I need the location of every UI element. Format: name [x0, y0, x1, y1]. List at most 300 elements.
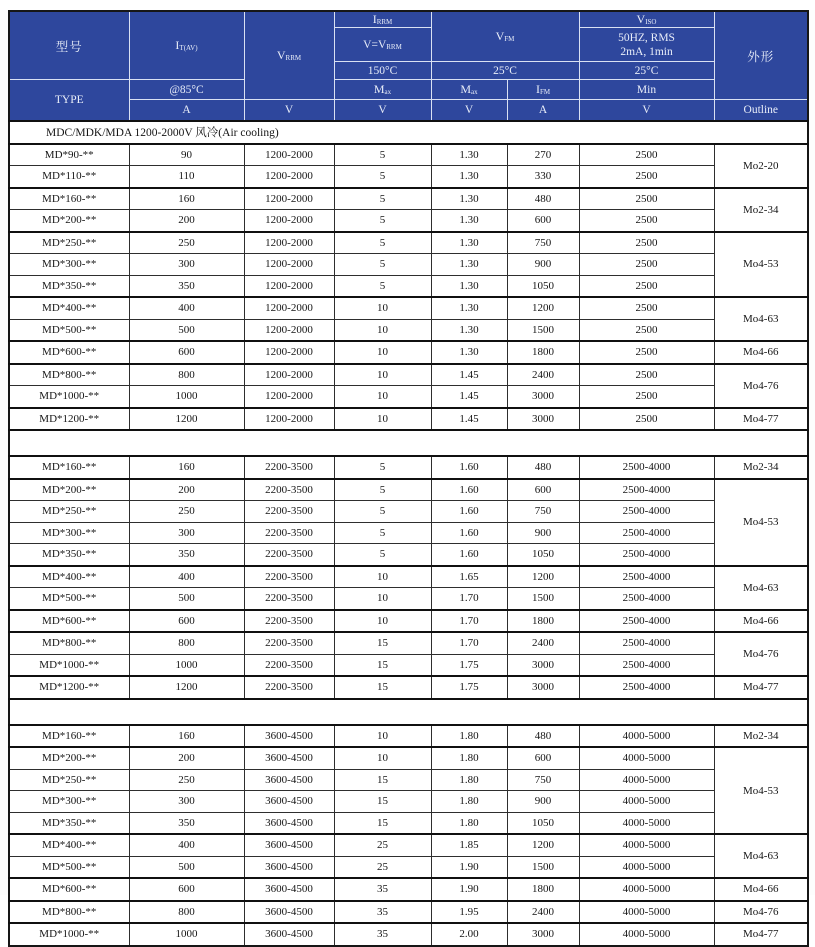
cell-irrm: 5: [334, 456, 431, 479]
cell-irrm: 5: [334, 188, 431, 210]
cell-outline: Mo4-76: [714, 901, 808, 924]
cell-itav: 600: [129, 878, 244, 901]
cell-itav: 500: [129, 319, 244, 341]
cell-viso: 2500-4000: [579, 654, 714, 676]
cell-type: MD*300-**: [9, 254, 129, 276]
cell-vfm: 1.45: [431, 408, 507, 431]
cell-vfm: 1.60: [431, 456, 507, 479]
cell-viso: 2500: [579, 386, 714, 408]
datasheet-page: [0, 10, 815, 941]
cell-vfm: 1.65: [431, 566, 507, 588]
cell-itav: 110: [129, 166, 244, 188]
cell-viso: 4000-5000: [579, 878, 714, 901]
cell-itav: 1000: [129, 923, 244, 946]
cell-vfm: 1.85: [431, 834, 507, 856]
cell-type: MD*400-**: [9, 566, 129, 588]
cell-itav: 400: [129, 834, 244, 856]
table-row: [9, 769, 808, 791]
cell-type: MD*500-**: [9, 588, 129, 610]
cell-vfm: 1.60: [431, 501, 507, 523]
cell-ifm: 270: [507, 144, 579, 166]
cell-viso: 2500: [579, 319, 714, 341]
cell-outline: Mo4-53: [714, 232, 808, 298]
table-row: [9, 747, 808, 769]
cell-type: MD*250-**: [9, 501, 129, 523]
header-model-en: TYPE: [9, 80, 129, 121]
cell-vfm: 1.45: [431, 386, 507, 408]
table-header: [9, 11, 808, 121]
cell-type: MD*800-**: [9, 901, 129, 924]
irrm-stat-base: M: [373, 82, 385, 96]
vfm-stat-base: M: [460, 82, 472, 96]
cell-type: MD*250-**: [9, 232, 129, 254]
cell-type: MD*400-**: [9, 834, 129, 856]
cell-itav: 600: [129, 341, 244, 364]
cell-ifm: 750: [507, 232, 579, 254]
cell-vrrm: 1200-2000: [244, 188, 334, 210]
cell-vrrm: 3600-4500: [244, 834, 334, 856]
header-irrm-temp: 150°C: [334, 62, 431, 80]
cell-vfm: 1.80: [431, 791, 507, 813]
cell-itav: 160: [129, 725, 244, 748]
cell-irrm: 10: [334, 588, 431, 610]
cell-vfm: 1.75: [431, 676, 507, 699]
viso-condition-line2: 2mA, 1min: [620, 45, 673, 58]
cell-vrrm: 2200-3500: [244, 676, 334, 699]
cell-ifm: 1800: [507, 878, 579, 901]
header-irrm-stat: [334, 80, 431, 100]
header-irrm-condition: [334, 28, 431, 62]
cell-viso: 4000-5000: [579, 901, 714, 924]
cell-irrm: 10: [334, 386, 431, 408]
cell-itav: 160: [129, 456, 244, 479]
cell-vfm: 1.70: [431, 632, 507, 654]
cell-ifm: 1050: [507, 544, 579, 566]
cell-type: MD*350-**: [9, 812, 129, 834]
cell-irrm: 5: [334, 144, 431, 166]
cell-irrm: 10: [334, 610, 431, 633]
cell-irrm: 5: [334, 232, 431, 254]
cell-vrrm: 3600-4500: [244, 769, 334, 791]
cell-itav: 400: [129, 297, 244, 319]
cell-irrm: 10: [334, 747, 431, 769]
cell-outline: Mo2-34: [714, 725, 808, 748]
cell-type: MD*600-**: [9, 341, 129, 364]
cell-irrm: 10: [334, 297, 431, 319]
cell-type: MD*200-**: [9, 747, 129, 769]
cell-outline: Mo4-77: [714, 676, 808, 699]
table-row: [9, 856, 808, 878]
table-row: [9, 297, 808, 319]
cell-ifm: 3000: [507, 654, 579, 676]
cell-ifm: 330: [507, 166, 579, 188]
table-row: [9, 632, 808, 654]
spec-table-body: [9, 121, 808, 946]
cell-viso: 2500: [579, 341, 714, 364]
cell-type: MD*350-**: [9, 275, 129, 297]
cell-ifm: 3000: [507, 408, 579, 431]
header-irrm-unit: V: [334, 100, 431, 121]
viso-symbol: V: [636, 12, 646, 26]
header-ifm: [507, 80, 579, 100]
cell-ifm: 3000: [507, 386, 579, 408]
cell-vrrm: 2200-3500: [244, 456, 334, 479]
cell-ifm: 1200: [507, 566, 579, 588]
cell-vrrm: 3600-4500: [244, 856, 334, 878]
cell-vfm: 1.75: [431, 654, 507, 676]
cell-ifm: 3000: [507, 923, 579, 946]
cell-irrm: 10: [334, 408, 431, 431]
cell-ifm: 750: [507, 501, 579, 523]
cell-itav: 1200: [129, 676, 244, 699]
header-itav: [129, 11, 244, 80]
table-row: [9, 479, 808, 501]
table-row: [9, 386, 808, 408]
cell-viso: 2500: [579, 210, 714, 232]
cell-outline: Mo4-63: [714, 834, 808, 878]
cell-type: MD*110-**: [9, 166, 129, 188]
ifm-symbol: I: [535, 82, 540, 96]
cell-itav: 200: [129, 210, 244, 232]
cell-vrrm: 3600-4500: [244, 878, 334, 901]
cell-type: MD*1000-**: [9, 654, 129, 676]
cell-irrm: 5: [334, 479, 431, 501]
cell-vrrm: 2200-3500: [244, 522, 334, 544]
table-row: [9, 544, 808, 566]
cell-vrrm: 3600-4500: [244, 725, 334, 748]
header-vfm-unit: V: [431, 100, 507, 121]
cell-viso: 4000-5000: [579, 856, 714, 878]
irrm-stat-subscript: ax: [384, 88, 392, 96]
cell-viso: 2500-4000: [579, 632, 714, 654]
table-row: [9, 654, 808, 676]
cell-viso: 2500-4000: [579, 479, 714, 501]
cell-ifm: 480: [507, 725, 579, 748]
header-viso-unit: V: [579, 100, 714, 121]
cell-vrrm: 2200-3500: [244, 479, 334, 501]
cell-itav: 350: [129, 544, 244, 566]
cell-itav: 600: [129, 610, 244, 633]
cell-ifm: 2400: [507, 364, 579, 386]
cell-itav: 350: [129, 812, 244, 834]
cell-viso: 2500-4000: [579, 610, 714, 633]
cell-irrm: 35: [334, 923, 431, 946]
cell-vfm: 1.45: [431, 364, 507, 386]
cell-irrm: 5: [334, 254, 431, 276]
cell-irrm: 15: [334, 812, 431, 834]
cell-viso: 2500: [579, 408, 714, 431]
cell-itav: 250: [129, 501, 244, 523]
cell-viso: 2500-4000: [579, 544, 714, 566]
cell-irrm: 10: [334, 566, 431, 588]
cell-vfm: 1.80: [431, 769, 507, 791]
cell-viso: 2500: [579, 297, 714, 319]
cell-ifm: 480: [507, 188, 579, 210]
cell-vfm: 1.90: [431, 878, 507, 901]
table-row: [9, 275, 808, 297]
spec-table: [8, 10, 809, 947]
cell-vrrm: 1200-2000: [244, 408, 334, 431]
table-row: [9, 341, 808, 364]
cell-type: MD*200-**: [9, 210, 129, 232]
cell-ifm: 1050: [507, 275, 579, 297]
cell-viso: 2500: [579, 232, 714, 254]
cell-type: MD*800-**: [9, 632, 129, 654]
cell-vfm: 1.80: [431, 812, 507, 834]
separator-cell: [9, 430, 808, 456]
header-vfm: [431, 11, 579, 62]
cell-itav: 160: [129, 188, 244, 210]
cell-irrm: 5: [334, 275, 431, 297]
cell-vfm: 1.90: [431, 856, 507, 878]
cell-viso: 4000-5000: [579, 923, 714, 946]
cell-viso: 4000-5000: [579, 791, 714, 813]
cell-ifm: 1050: [507, 812, 579, 834]
cell-vfm: 1.30: [431, 144, 507, 166]
cell-vrrm: 3600-4500: [244, 901, 334, 924]
cell-itav: 250: [129, 769, 244, 791]
cell-itav: 90: [129, 144, 244, 166]
separator-cell: [9, 699, 808, 725]
cell-viso: 2500: [579, 188, 714, 210]
cell-itav: 250: [129, 232, 244, 254]
cell-ifm: 900: [507, 254, 579, 276]
cell-vrrm: 1200-2000: [244, 341, 334, 364]
table-row: [9, 501, 808, 523]
cell-vrrm: 1200-2000: [244, 275, 334, 297]
cell-type: MD*350-**: [9, 544, 129, 566]
cell-ifm: 2400: [507, 632, 579, 654]
table-row: [9, 610, 808, 633]
cell-ifm: 1800: [507, 610, 579, 633]
cell-vrrm: 1200-2000: [244, 254, 334, 276]
cell-type: MD*800-**: [9, 364, 129, 386]
header-model-zh: 型号: [9, 11, 129, 80]
cell-vrrm: 3600-4500: [244, 747, 334, 769]
cell-viso: 4000-5000: [579, 812, 714, 834]
cell-vrrm: 3600-4500: [244, 923, 334, 946]
irrm-condition-base: V=V: [363, 38, 387, 51]
table-row: [9, 566, 808, 588]
ifm-subscript: FM: [539, 88, 551, 96]
cell-vfm: 1.60: [431, 544, 507, 566]
table-row: [9, 834, 808, 856]
section-separator: [9, 430, 808, 456]
table-row: [9, 319, 808, 341]
cell-vfm: 1.30: [431, 297, 507, 319]
header-itav-condition: @85°C: [129, 80, 244, 100]
cell-outline: Mo2-20: [714, 144, 808, 188]
cell-itav: 350: [129, 275, 244, 297]
cell-viso: 2500-4000: [579, 566, 714, 588]
cell-itav: 500: [129, 856, 244, 878]
cell-ifm: 1500: [507, 856, 579, 878]
cell-type: MD*160-**: [9, 456, 129, 479]
cell-vrrm: 1200-2000: [244, 210, 334, 232]
cell-irrm: 10: [334, 319, 431, 341]
cell-itav: 300: [129, 791, 244, 813]
cell-outline: Mo4-77: [714, 923, 808, 946]
cell-irrm: 10: [334, 725, 431, 748]
cell-ifm: 1500: [507, 588, 579, 610]
table-row: [9, 144, 808, 166]
cell-outline: Mo4-53: [714, 747, 808, 834]
cell-irrm: 15: [334, 676, 431, 699]
table-row: [9, 522, 808, 544]
vrrm-subscript: RRM: [285, 54, 302, 62]
cell-type: MD*1000-**: [9, 923, 129, 946]
cell-irrm: 15: [334, 791, 431, 813]
cell-ifm: 1800: [507, 341, 579, 364]
cell-viso: 2500: [579, 254, 714, 276]
cell-vfm: 1.30: [431, 319, 507, 341]
cell-irrm: 25: [334, 834, 431, 856]
header-vrrm-unit: V: [244, 100, 334, 121]
header-viso: [579, 11, 714, 28]
cell-type: MD*200-**: [9, 479, 129, 501]
section-separator: [9, 699, 808, 725]
cell-outline: Mo2-34: [714, 456, 808, 479]
cell-ifm: 600: [507, 747, 579, 769]
header-outline-zh: 外形: [714, 11, 808, 100]
header-irrm: [334, 11, 431, 28]
header-itav-unit: A: [129, 100, 244, 121]
cell-vrrm: 2200-3500: [244, 544, 334, 566]
cell-vrrm: 3600-4500: [244, 791, 334, 813]
viso-subscript: ISO: [645, 18, 657, 26]
cell-type: MD*500-**: [9, 319, 129, 341]
table-row: [9, 791, 808, 813]
cell-vfm: 1.70: [431, 610, 507, 633]
section-title-row: [9, 121, 808, 144]
table-row: [9, 408, 808, 431]
cell-vrrm: 1200-2000: [244, 386, 334, 408]
cell-vfm: 1.60: [431, 522, 507, 544]
cell-vrrm: 1200-2000: [244, 364, 334, 386]
cell-irrm: 5: [334, 544, 431, 566]
cell-viso: 4000-5000: [579, 725, 714, 748]
header-row-5: [9, 100, 808, 121]
section-title: MDC/MDK/MDA 1200-2000V 风冷(Air cooling): [9, 121, 808, 144]
cell-itav: 1200: [129, 408, 244, 431]
cell-outline: Mo4-53: [714, 479, 808, 566]
cell-viso: 2500: [579, 166, 714, 188]
cell-vfm: 2.00: [431, 923, 507, 946]
cell-ifm: 750: [507, 769, 579, 791]
cell-vfm: 1.70: [431, 588, 507, 610]
cell-itav: 200: [129, 747, 244, 769]
cell-outline: Mo4-76: [714, 364, 808, 408]
cell-itav: 200: [129, 479, 244, 501]
cell-type: MD*500-**: [9, 856, 129, 878]
cell-irrm: 15: [334, 654, 431, 676]
cell-type: MD*160-**: [9, 725, 129, 748]
cell-irrm: 15: [334, 769, 431, 791]
cell-irrm: 25: [334, 856, 431, 878]
cell-vrrm: 3600-4500: [244, 812, 334, 834]
cell-ifm: 600: [507, 210, 579, 232]
cell-itav: 300: [129, 254, 244, 276]
cell-ifm: 900: [507, 791, 579, 813]
cell-type: MD*400-**: [9, 297, 129, 319]
cell-vfm: 1.80: [431, 747, 507, 769]
cell-vrrm: 1200-2000: [244, 144, 334, 166]
header-viso-condition: [579, 28, 714, 62]
cell-irrm: 35: [334, 901, 431, 924]
cell-viso: 4000-5000: [579, 747, 714, 769]
cell-vfm: 1.30: [431, 275, 507, 297]
cell-outline: Mo4-76: [714, 632, 808, 676]
header-ifm-unit: A: [507, 100, 579, 121]
cell-vrrm: 1200-2000: [244, 166, 334, 188]
table-row: [9, 210, 808, 232]
table-row: [9, 812, 808, 834]
cell-outline: Mo4-77: [714, 408, 808, 431]
cell-type: MD*300-**: [9, 791, 129, 813]
viso-condition-line1: 50HZ, RMS: [618, 31, 675, 44]
header-vfm-temp: 25°C: [431, 62, 579, 80]
table-row: [9, 166, 808, 188]
cell-vfm: 1.30: [431, 232, 507, 254]
cell-viso: 2500-4000: [579, 456, 714, 479]
header-row-4: [9, 80, 808, 100]
cell-ifm: 600: [507, 479, 579, 501]
cell-type: MD*300-**: [9, 522, 129, 544]
cell-itav: 1000: [129, 386, 244, 408]
cell-viso: 2500-4000: [579, 522, 714, 544]
cell-outline: Mo2-34: [714, 188, 808, 232]
cell-type: MD*600-**: [9, 878, 129, 901]
cell-irrm: 5: [334, 210, 431, 232]
cell-vrrm: 2200-3500: [244, 566, 334, 588]
cell-vfm: 1.30: [431, 188, 507, 210]
cell-viso: 2500-4000: [579, 588, 714, 610]
cell-outline: Mo4-66: [714, 610, 808, 633]
cell-vfm: 1.30: [431, 210, 507, 232]
cell-ifm: 1500: [507, 319, 579, 341]
cell-type: MD*1200-**: [9, 408, 129, 431]
cell-type: MD*600-**: [9, 610, 129, 633]
cell-irrm: 15: [334, 632, 431, 654]
table-row: [9, 588, 808, 610]
cell-vrrm: 2200-3500: [244, 501, 334, 523]
cell-ifm: 480: [507, 456, 579, 479]
cell-viso: 2500-4000: [579, 501, 714, 523]
cell-ifm: 3000: [507, 676, 579, 699]
vrrm-symbol: V: [276, 48, 286, 62]
cell-vrrm: 2200-3500: [244, 654, 334, 676]
cell-vfm: 1.30: [431, 254, 507, 276]
cell-vfm: 1.80: [431, 725, 507, 748]
cell-type: MD*1200-**: [9, 676, 129, 699]
cell-ifm: 1200: [507, 834, 579, 856]
cell-vrrm: 1200-2000: [244, 297, 334, 319]
cell-ifm: 900: [507, 522, 579, 544]
cell-ifm: 2400: [507, 901, 579, 924]
table-row: [9, 232, 808, 254]
cell-vfm: 1.95: [431, 901, 507, 924]
table-row: [9, 188, 808, 210]
cell-irrm: 5: [334, 501, 431, 523]
cell-viso: 2500: [579, 364, 714, 386]
cell-itav: 800: [129, 632, 244, 654]
cell-viso: 2500: [579, 275, 714, 297]
table-row: [9, 254, 808, 276]
table-row: [9, 923, 808, 946]
cell-irrm: 5: [334, 166, 431, 188]
table-row: [9, 725, 808, 748]
cell-vfm: 1.60: [431, 479, 507, 501]
